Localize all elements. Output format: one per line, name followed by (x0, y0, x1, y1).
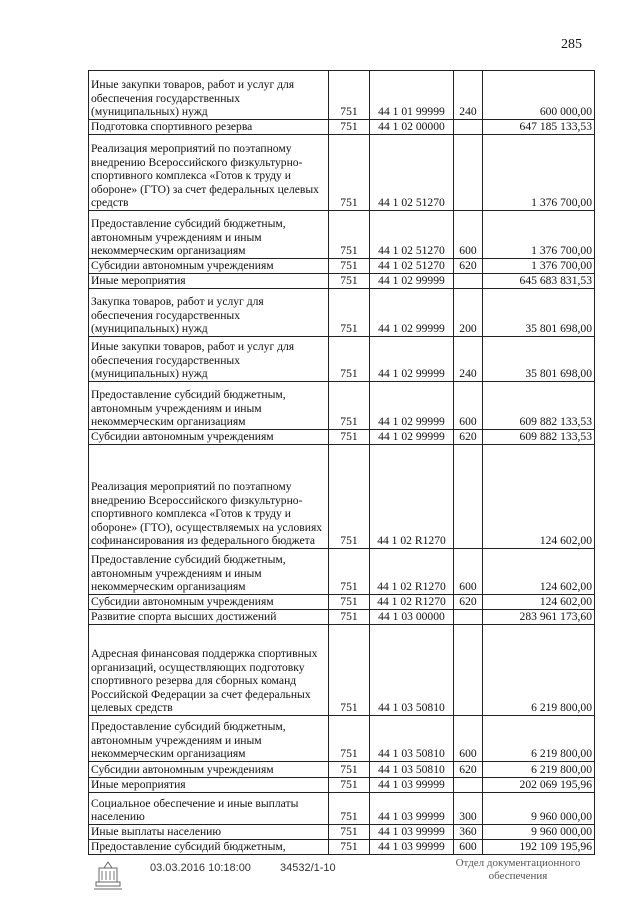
row-grbs-cell: 751 (329, 337, 370, 382)
row-grbs-cell: 751 (329, 135, 370, 211)
row-vr-cell: 360 (454, 825, 483, 840)
row-csr-cell: 44 1 03 99999 (370, 825, 454, 840)
row-vr-cell (454, 274, 483, 289)
row-amount-cell: 6 219 800,00 (483, 716, 595, 762)
row-grbs-cell: 751 (329, 382, 370, 430)
row-grbs-cell: 751 (329, 610, 370, 625)
table-row (89, 778, 595, 793)
row-name-cell: Иные закупки товаров, работ и услуг для обеспечения государственных (муниципальных) нужд (89, 71, 329, 120)
row-grbs-cell: 751 (329, 825, 370, 840)
row-name-cell: Предоставление субсидий бюджетным, автономным учреждениям и иным некоммерческим организациям (89, 549, 329, 595)
row-vr-cell (454, 135, 483, 211)
footer-document-id: 34532/1-10 (280, 862, 336, 874)
row-vr-cell (454, 120, 483, 135)
row-amount-cell: 6 219 800,00 (483, 625, 595, 716)
table-row (89, 135, 595, 211)
row-name-cell: Развитие спорта высших достижений (89, 610, 329, 625)
row-amount-cell: 283 961 173,60 (483, 610, 595, 625)
row-csr-cell: 44 1 01 99999 (370, 71, 454, 120)
row-amount-cell: 192 109 195,96 (483, 840, 595, 855)
row-grbs-cell: 751 (329, 716, 370, 762)
table-row (89, 120, 595, 135)
row-csr-cell: 44 1 02 99999 (370, 274, 454, 289)
row-amount-cell: 600 000,00 (483, 71, 595, 120)
row-name-cell: Иные мероприятия (89, 274, 329, 289)
row-vr-cell: 300 (454, 793, 483, 825)
page-number: 285 (561, 37, 582, 52)
row-csr-cell: 44 1 02 00000 (370, 120, 454, 135)
row-csr-cell: 44 1 03 50810 (370, 625, 454, 716)
row-csr-cell: 44 1 02 99999 (370, 382, 454, 430)
row-name-cell: Иные закупки товаров, работ и услуг для обеспечения государственных (муниципальных) нужд (89, 337, 329, 382)
row-grbs-cell: 751 (329, 259, 370, 274)
row-vr-cell (454, 610, 483, 625)
row-amount-cell: 202 069 195,96 (483, 778, 595, 793)
budget-table-body (89, 71, 595, 855)
row-name-cell: Субсидии автономным учреждениям (89, 430, 329, 445)
table-row (89, 259, 595, 274)
row-name-cell: Иные мероприятия (89, 778, 329, 793)
row-amount-cell: 35 801 698,00 (483, 289, 595, 337)
row-amount-cell: 124 602,00 (483, 445, 595, 549)
row-vr-cell: 240 (454, 337, 483, 382)
table-row (89, 610, 595, 625)
row-vr-cell: 240 (454, 71, 483, 120)
row-csr-cell: 44 1 03 99999 (370, 793, 454, 825)
row-csr-cell: 44 1 02 99999 (370, 430, 454, 445)
row-csr-cell: 44 1 02 51270 (370, 259, 454, 274)
row-amount-cell: 609 882 133,53 (483, 382, 595, 430)
row-amount-cell: 609 882 133,53 (483, 430, 595, 445)
table-row (89, 71, 595, 120)
row-csr-cell: 44 1 02 51270 (370, 211, 454, 259)
emblem-stamp-icon (93, 860, 123, 892)
row-amount-cell: 647 185 133,53 (483, 120, 595, 135)
row-grbs-cell: 751 (329, 762, 370, 778)
row-amount-cell: 124 602,00 (483, 549, 595, 595)
table-row (89, 382, 595, 430)
row-name-cell: Реализация мероприятий по поэтапному внедрению Всероссийского физкультурно-спортивного комплекса «Готов к труду и обороне» (ГТО), осуществляемых на условиях софинансирования из федерального бюджета (89, 445, 329, 549)
row-grbs-cell: 751 (329, 445, 370, 549)
row-csr-cell: 44 1 03 50810 (370, 762, 454, 778)
row-grbs-cell: 751 (329, 549, 370, 595)
row-csr-cell: 44 1 03 99999 (370, 778, 454, 793)
row-vr-cell: 600 (454, 840, 483, 855)
row-name-cell: Субсидии автономным учреждениям (89, 762, 329, 778)
row-grbs-cell: 751 (329, 289, 370, 337)
row-grbs-cell: 751 (329, 625, 370, 716)
row-csr-cell: 44 1 03 50810 (370, 716, 454, 762)
table-row (89, 762, 595, 778)
table-row (89, 549, 595, 595)
row-vr-cell: 620 (454, 595, 483, 610)
table-row (89, 716, 595, 762)
row-vr-cell (454, 778, 483, 793)
table-row (89, 793, 595, 825)
row-amount-cell: 1 376 700,00 (483, 211, 595, 259)
row-name-cell: Социальное обеспечение и иные выплаты населению (89, 793, 329, 825)
footer-department: Отдел документационного обеспечения (455, 857, 581, 882)
row-amount-cell: 9 960 000,00 (483, 793, 595, 825)
row-grbs-cell: 751 (329, 793, 370, 825)
row-name-cell: Иные выплаты населению (89, 825, 329, 840)
row-amount-cell: 35 801 698,00 (483, 337, 595, 382)
row-grbs-cell: 751 (329, 840, 370, 855)
row-amount-cell: 1 376 700,00 (483, 135, 595, 211)
row-name-cell: Субсидии автономным учреждениям (89, 595, 329, 610)
row-vr-cell (454, 625, 483, 716)
row-grbs-cell: 751 (329, 595, 370, 610)
row-amount-cell: 9 960 000,00 (483, 825, 595, 840)
row-csr-cell: 44 1 02 99999 (370, 289, 454, 337)
row-name-cell: Реализация мероприятий по поэтапному внедрению Всероссийского физкультурно-спортивного комплекса «Готов к труду и обороне» (ГТО) за счет федеральных целевых средств (89, 135, 329, 211)
row-csr-cell: 44 1 02 99999 (370, 337, 454, 382)
row-name-cell: Предоставление субсидий бюджетным, автономным учреждениям и иным некоммерческим организациям (89, 211, 329, 259)
row-grbs-cell: 751 (329, 274, 370, 289)
row-vr-cell: 600 (454, 211, 483, 259)
row-csr-cell: 44 1 03 99999 (370, 840, 454, 855)
row-vr-cell: 600 (454, 549, 483, 595)
row-vr-cell (454, 445, 483, 549)
table-row (89, 825, 595, 840)
table-row (89, 840, 595, 855)
row-csr-cell: 44 1 02 51270 (370, 135, 454, 211)
row-amount-cell: 6 219 800,00 (483, 762, 595, 778)
row-grbs-cell: 751 (329, 211, 370, 259)
row-vr-cell: 620 (454, 762, 483, 778)
row-name-cell: Предоставление субсидий бюджетным, автономным учреждениям и иным некоммерческим организациям (89, 382, 329, 430)
table-row (89, 289, 595, 337)
table-row (89, 430, 595, 445)
row-name-cell: Адресная финансовая поддержка спортивных организаций, осуществляющих подготовку спортивного резерва для сборных команд Российской Федерации за счет федеральных целевых средств (89, 625, 329, 716)
row-name-cell: Подготовка спортивного резерва (89, 120, 329, 135)
row-csr-cell: 44 1 02 R1270 (370, 595, 454, 610)
footer-datetime: 03.03.2016 10:18:00 (150, 862, 251, 874)
row-amount-cell: 645 683 831,53 (483, 274, 595, 289)
row-csr-cell: 44 1 03 00000 (370, 610, 454, 625)
row-csr-cell: 44 1 02 R1270 (370, 445, 454, 549)
row-name-cell: Закупка товаров, работ и услуг для обеспечения государственных (муниципальных) нужд (89, 289, 329, 337)
row-grbs-cell: 751 (329, 71, 370, 120)
row-vr-cell: 200 (454, 289, 483, 337)
row-name-cell: Субсидии автономным учреждениям (89, 259, 329, 274)
budget-table (88, 70, 595, 855)
row-name-cell: Предоставление субсидий бюджетным, (89, 840, 329, 855)
table-row (89, 337, 595, 382)
row-vr-cell: 600 (454, 382, 483, 430)
table-row (89, 445, 595, 549)
row-vr-cell: 620 (454, 430, 483, 445)
row-vr-cell: 600 (454, 716, 483, 762)
row-csr-cell: 44 1 02 R1270 (370, 549, 454, 595)
row-grbs-cell: 751 (329, 778, 370, 793)
table-row (89, 274, 595, 289)
table-row (89, 625, 595, 716)
table-row (89, 595, 595, 610)
row-grbs-cell: 751 (329, 120, 370, 135)
row-amount-cell: 1 376 700,00 (483, 259, 595, 274)
table-row (89, 211, 595, 259)
row-name-cell: Предоставление субсидий бюджетным, автономным учреждениям и иным некоммерческим организациям (89, 716, 329, 762)
row-grbs-cell: 751 (329, 430, 370, 445)
row-vr-cell: 620 (454, 259, 483, 274)
row-amount-cell: 124 602,00 (483, 595, 595, 610)
